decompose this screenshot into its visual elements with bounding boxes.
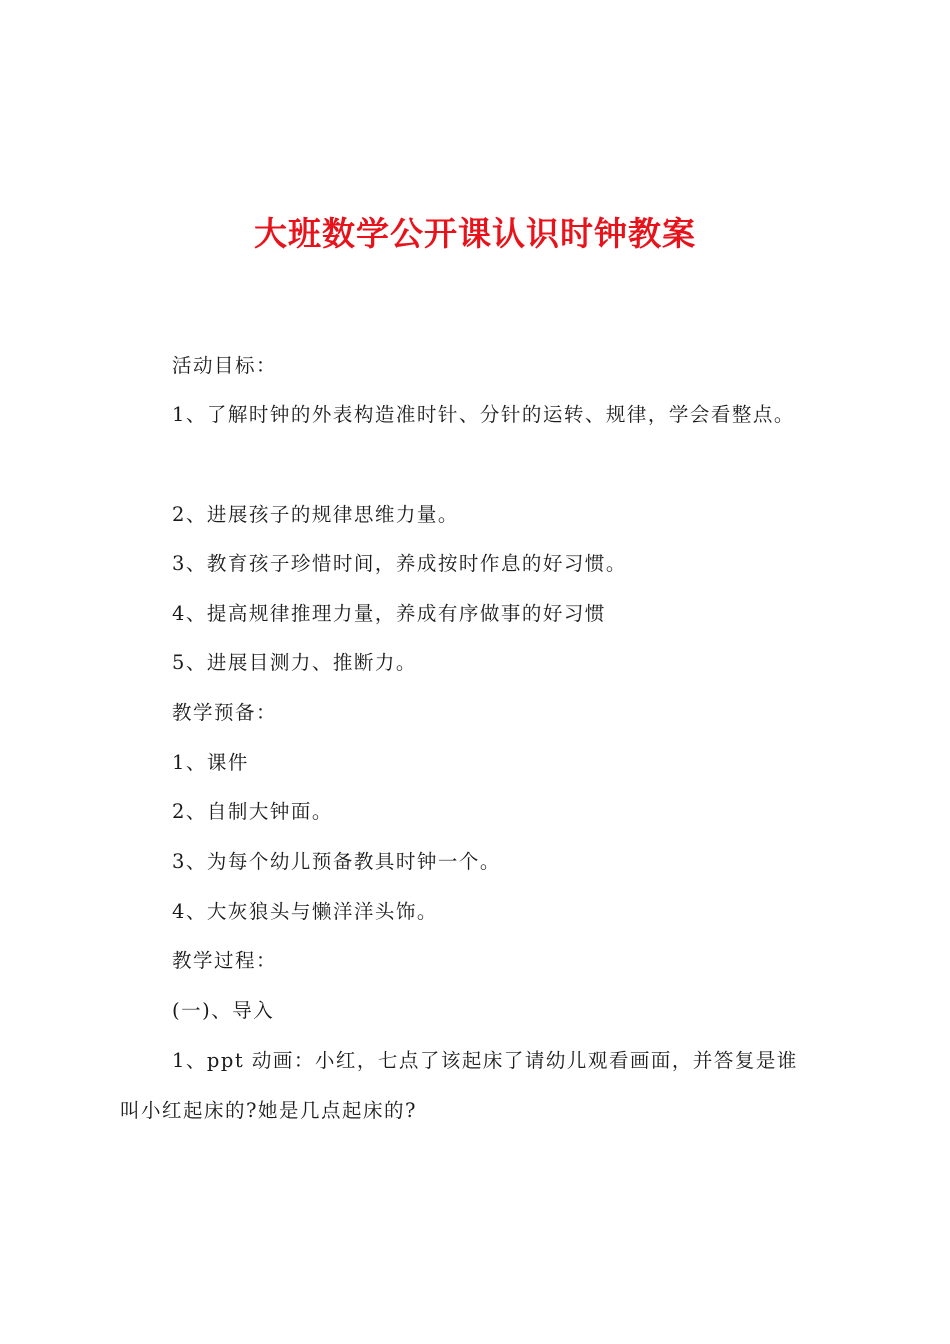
- paragraph-goal-3: 3、教育孩子珍惜时间，养成按时作息的好习惯。: [172, 552, 627, 575]
- paragraph-process-heading: 教学过程：: [172, 949, 278, 972]
- paragraph-step-1: 1、ppt 动画：小红，七点了该起床了请幼儿观看画面，并答复是谁: [172, 1049, 798, 1072]
- paragraph-goal-4: 4、提高规律推理力量，养成有序做事的好习惯: [172, 602, 606, 625]
- paragraph-step-1-continued: 叫小红起床的?她是几点起床的?: [120, 1099, 417, 1122]
- paragraph-preparation-heading: 教学预备：: [172, 701, 278, 724]
- paragraph-prep-1: 1、课件: [172, 751, 249, 774]
- paragraph-prep-3: 3、为每个幼儿预备教具时钟一个。: [172, 850, 501, 873]
- paragraph-prep-4: 4、大灰狼头与懒洋洋头饰。: [172, 900, 438, 923]
- paragraph-goal-2: 2、进展孩子的规律思维力量。: [172, 503, 459, 526]
- paragraph-goal-1: 1、了解时钟的外表构造准时针、分针的运转、规律，学会看整点。: [172, 403, 795, 426]
- document-title: 大班数学公开课认识时钟教案: [254, 214, 696, 253]
- paragraph-prep-2: 2、自制大钟面。: [172, 800, 333, 823]
- paragraph-goal-5: 5、进展目测力、推断力。: [172, 651, 417, 674]
- paragraph-activity-goals-heading: 活动目标：: [172, 354, 278, 377]
- paragraph-section-intro: (一)、导入: [172, 999, 275, 1022]
